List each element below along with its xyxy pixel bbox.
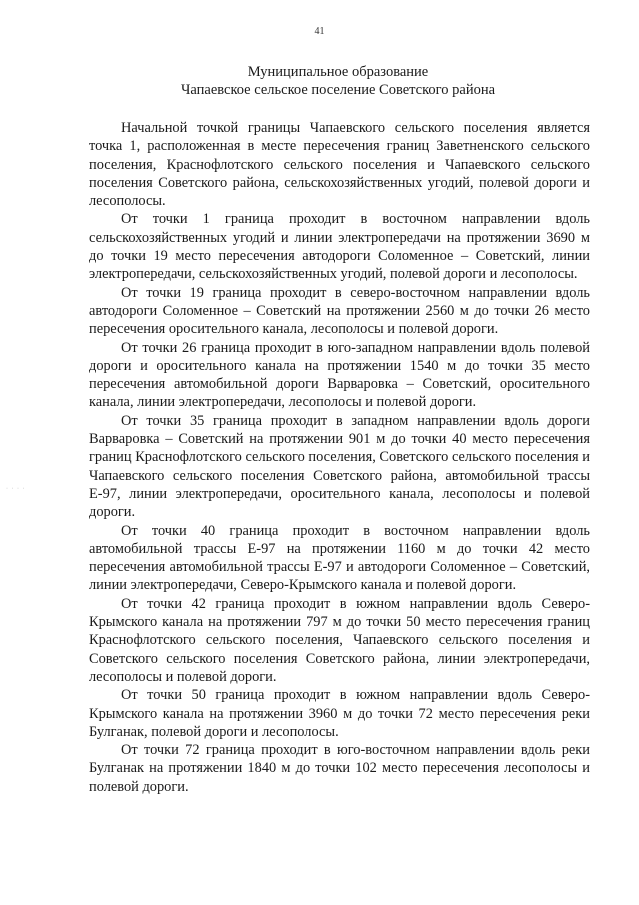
paragraph: От точки 1 граница проходит в восточном направлении вдоль сельскохозяйственных угодий и линии электропередачи на протяжении 3690 м до точки 19 место пересечения автодороги Соломенное – Советский, линии электропередачи, сельскохозяйственных угодий, полевой дороги и лесополосы. [89, 211, 590, 283]
paragraph: От точки 40 граница проходит в восточном направлении вдоль автомобильной трассы Е-97 на протяжении 1160 м до точки 42 место пересечения автомобильной трассы Е-97 и автодороги Соломенное – Советский, линии электропередачи, Северо-Крымского канала и полевой дороги. [89, 522, 590, 594]
paragraph: От точки 50 граница проходит в южном направлении вдоль Северо-Крымского канала на протяжении 3960 м до точки 72 место пересечения реки Булганак, полевой дороги и лесополосы. [89, 687, 590, 740]
paragraph: От точки 72 граница проходит в юго-восточном направлении вдоль реки Булганак на протяжении 1840 м до точки 102 место пересечения лесополосы и полевой дороги. [89, 742, 590, 795]
margin-scan-mark: · · · · [6, 486, 26, 492]
paragraph: От точки 35 граница проходит в западном направлении вдоль дороги Варваровка – Советский на протяжении 901 м до точки 40 место пересечения границ Краснофлотского сельского поселения, Советского сельского поселения и Чапаевского сельского поселения Советского района, автомобильной трассы Е-97, линии электропередачи, оросительного канала, лесополосы и полевой дороги. [89, 412, 590, 521]
paragraph: От точки 19 граница проходит в северо-восточном направлении вдоль автодороги Соломенное – Советский на протяжении 2560 м до точки 26 место пересечения оросительного канала, лесополосы и полевой дороги. [89, 284, 590, 338]
document-body [89, 119, 590, 796]
document-heading [88, 64, 588, 99]
paragraph: Начальной точкой границы Чапаевского сельского поселения является точка 1, расположенная в месте пересечения границ Заветненского сельского поселения, Краснофлотского сельского поселения и Чапаевского сельского поселения Советского района, сельскохозяйственных угодий, полевой дороги и лесополосы. [89, 120, 590, 210]
paragraph: От точки 42 граница проходит в южном направлении вдоль Северо-Крымского канала на протяжении 797 м до точки 50 место пересечения границ Краснофлотского сельского поселения, Чапаевского сельского поселения и Советского сельского поселения Советского района, линии электропередачи, лесополосы и полевой дороги. [89, 595, 590, 685]
heading-line-2: Чапаевское сельское поселение Советского района [180, 81, 496, 98]
heading-line-1: Муниципальное образование [247, 64, 429, 80]
page-number: 41 [314, 26, 325, 37]
paragraph: От точки 26 граница проходит в юго-западном направлении вдоль полевой дороги и оросительного канала на протяжении 1540 м до точки 35 место пересечения автомобильной дороги Варваровка – Советский, оросительного канала, линии электропередачи, лесополосы и полевой дороги. [89, 339, 590, 411]
